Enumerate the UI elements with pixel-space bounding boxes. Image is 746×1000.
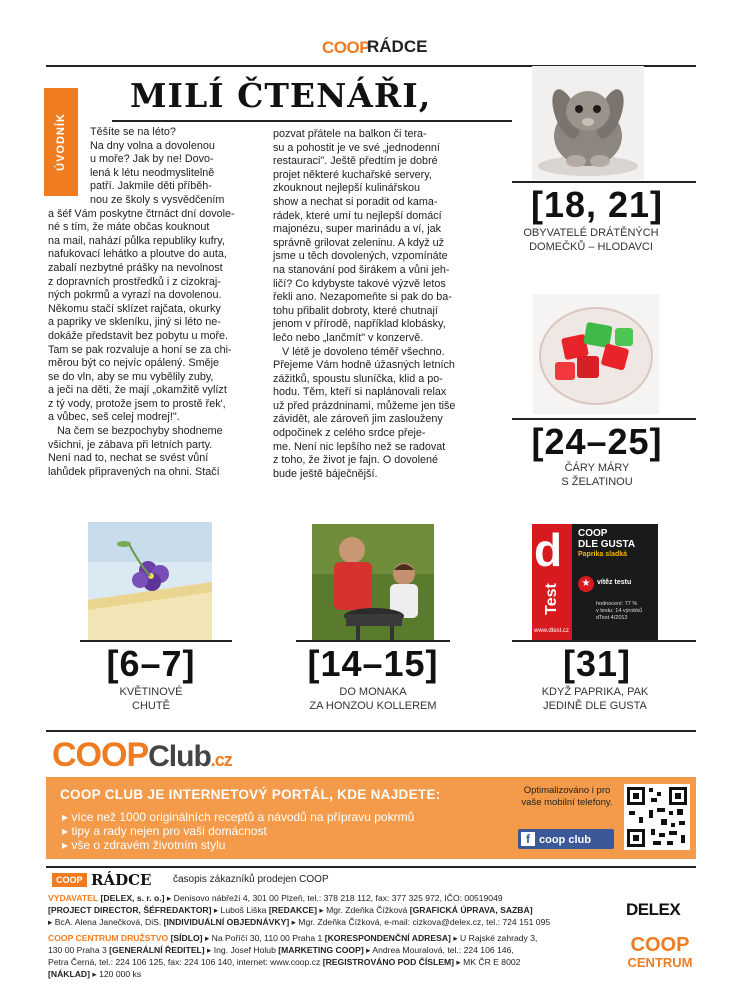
rabbit-photo: [532, 66, 644, 180]
imprint-coop-centrum: COOP CENTRUM DRUŽSTVO [SÍDLO] ▸ Na Poříčí 30, 110 00 Praha 1 [KORESPONDENČNÍ ADRESA] ▸ U Rajské zahrady 3,: [48, 933, 538, 943]
feature-caption: KVĚTINOVÉ CHUTĚ: [119, 686, 183, 712]
dtest-winner: vítěz testu: [597, 579, 632, 586]
dtest-product: COOP DLE GUSTA: [578, 528, 636, 550]
feature-page-ref: [14–15]: [307, 643, 439, 684]
article-column-2: pozvat přátele na balkon či tera- su a pohostit je ve své „jednodenní restauraci". Ještě předtím je dobré projet některé kuchařské servery, zkouknout nejlepší kulinářskou show a nechat si poradit od kama- rádek, které umí tu nejlepší domácí majonézu, super marinádu a ví, jak správně grilovat zeleninu. A když už jsme u těch dovolených, vzpomínáte na stanování pod širákem a vůni jeh- ličí? Co kdybyste takové výzvě letos řekli ano. Nezapomeňte si pak do ba- tohu přibalit dobroty, které chutnají jenom v přírodě, například klobásky, lečo nebo „lančmít" v konzervě. V létě je dovoleno téměř všechno. Přejeme Vám hodně úžasných letních zážitků, spoustu sluníčka, klid a po- hodu. Těm, kteří si naplánovali relax už před prázdninami, můžeme jen tiše závidět, ale zároveň jim zaslouženy odpočinek z celého srdce přeje- me. Není nic lepšího než se radovat z toho, že život je fajn. O dovolené bude ještě báječnější.: [273, 128, 456, 480]
coop-centrum-logo: COOP CENTRUM: [627, 934, 693, 970]
dtest-red-strip: d Test www.dtest.cz: [532, 524, 572, 640]
facebook-link[interactable]: f coop club: [518, 829, 614, 849]
feature-caption: KDYŽ PAPRIKA, PAK JEDINĚ DLE GUSTA: [541, 686, 649, 712]
dtest-site: www.dtest.cz: [534, 628, 570, 634]
footer-divider: [46, 866, 696, 868]
coop-logo: COOP: [322, 38, 371, 57]
facebook-icon: f: [521, 832, 535, 846]
coop-radce-logo: COOP RÁDCE: [52, 871, 151, 889]
magazine-title: RÁDCE: [367, 37, 428, 56]
dtest-badge: [532, 524, 658, 640]
feature-page-ref: [24–25]: [531, 421, 663, 462]
club-bullet: ▸ vše o zdravém životním stylu: [62, 838, 226, 852]
feature-rule: [512, 418, 696, 420]
feature-caption: DO MONAKA ZA HONZOU KOLLEREM: [309, 686, 437, 712]
feature-caption: OBYVATELÉ DRÁTĚNÝCH DOMEČKŮ – HLODAVCI: [523, 227, 659, 253]
grill-photo: [312, 524, 434, 640]
club-bullet: ▸ více než 1000 originálních receptů a návodů na přípravu pokrmů: [62, 810, 415, 824]
star-icon: ★: [578, 576, 594, 592]
headline-divider: [112, 120, 512, 122]
feature-page-ref: [18, 21]: [530, 184, 664, 225]
jelly-photo: [533, 294, 659, 414]
feature-rule: [512, 181, 696, 183]
feature-rule: [80, 640, 232, 642]
feature-rule: [512, 640, 696, 642]
qr-code[interactable]: [624, 784, 690, 850]
club-headline: COOP CLUB JE INTERNETOVÝ PORTÁL, KDE NAJDETE:: [60, 787, 441, 802]
feature-page-ref: [31]: [562, 643, 632, 684]
imprint-publisher: VYDAVATEL [DELEX, s. r. o.] ▸ Denisovo nábřeží 4, 301 00 Plzeň, tel.: 378 218 112, fax: 377 325 972, IČO: 00519049: [48, 893, 503, 903]
coop-club-logo: COOPClub.cz: [52, 736, 232, 774]
dtest-subtitle: Paprika sladká: [578, 551, 628, 558]
imprint-contact: Petra Černá, tel.: 224 106 125, fax: 224 106 140, internet: www.coop.cz [REGISTROVÁNO POD ČÍSLEM] ▸ MK ČR E 8002: [48, 957, 521, 967]
feature-caption: ČÁRY MÁRY S ŽELATINOU: [561, 462, 633, 488]
footer-tagline: časopis zákazníků prodejen COOP: [173, 874, 329, 885]
mobile-note: Optimalizováno i pro vaše mobilní telefony.: [521, 785, 613, 808]
section-tag-label: ÚVODNÍK: [55, 113, 67, 171]
imprint-director: 130 00 Praha 3 [GENERÁLNÍ ŘEDITEL] ▸ Ing. Josef Holub [MARKETING COOP] ▸ Andrea Mouralová, tel.: 224 106 146,: [48, 945, 514, 955]
delex-logo: DELEX: [626, 900, 681, 919]
article-column-1: Těšíte se na léto? Na dny volna a dovolenou u moře? Jak by ne! Dovo- lená k létu neodmyslitelně patří. Jakmile děti příběh- nou ze školy s vysvědčením a šéf Vám poskytne čtrnáct dní dovole- né s tím, že máte občas kouknout na mail, nahází půlka republiky kufry, nafukovací lehátko a ploutve do auta, zabalí nezbytné prášky na nevolnost z dopravních prostředků i z cizokraj- ných pokrmů a vyrazí na dovolenou. Někomu stačí sklízet rajčata, okurky a papriky ve skleníku, jiný si léto ne- dokáže představit bez pobytu u moře. Tam se pak rozvaluje a honí se za chi- měrou být co nejvíc opálený. Směje se do vln, aby se mu vybělily zuby, a ječi na děti, že mají „okamžitě vylízt z tý vody, protože jsem to prostě řek', a vůbec, seš celej modrej!". Na čem se bezpochyby shodneme všichni, je zábava při letních party. Není nad to, nechat se svést vůní lahůdek připravených na ohni. Stačí: [48, 126, 235, 478]
flower-dish-photo: [88, 522, 212, 640]
imprint-graphics: ▸ BcA. Alena Janečková, DiS. [INDIVIDUÁLNÍ OBJEDNÁVKY] ▸ Mgr. Zdeňka Čížková, e-mail: cizkova@delex.cz, tel.: 724 151 095: [48, 917, 551, 927]
feature-page-ref: [6–7]: [106, 643, 196, 684]
imprint-editors: [PROJECT DIRECTOR, ŠÉFREDAKTOR] ▸ Luboš Liška [REDAKCE] ▸ Mgr. Zdeňka Čížková [GRAFICKÁ ÚPRAVA, SAZBA]: [48, 905, 533, 915]
imprint-circulation: [NÁKLAD] ▸ 120 000 ks: [48, 969, 142, 979]
dtest-brand: Test: [543, 583, 560, 615]
feature-rule: [296, 640, 450, 642]
dtest-details: hodnocení: 77 % v testu: 14 výrobků dTest 4/2013: [596, 601, 643, 621]
club-bullet: ▸ tipy a rady nejen pro vaši domácnost: [62, 824, 267, 838]
club-banner: [46, 777, 696, 859]
club-divider: [46, 730, 696, 732]
headline: MILÍ ČTENÁŘI,: [130, 76, 432, 115]
